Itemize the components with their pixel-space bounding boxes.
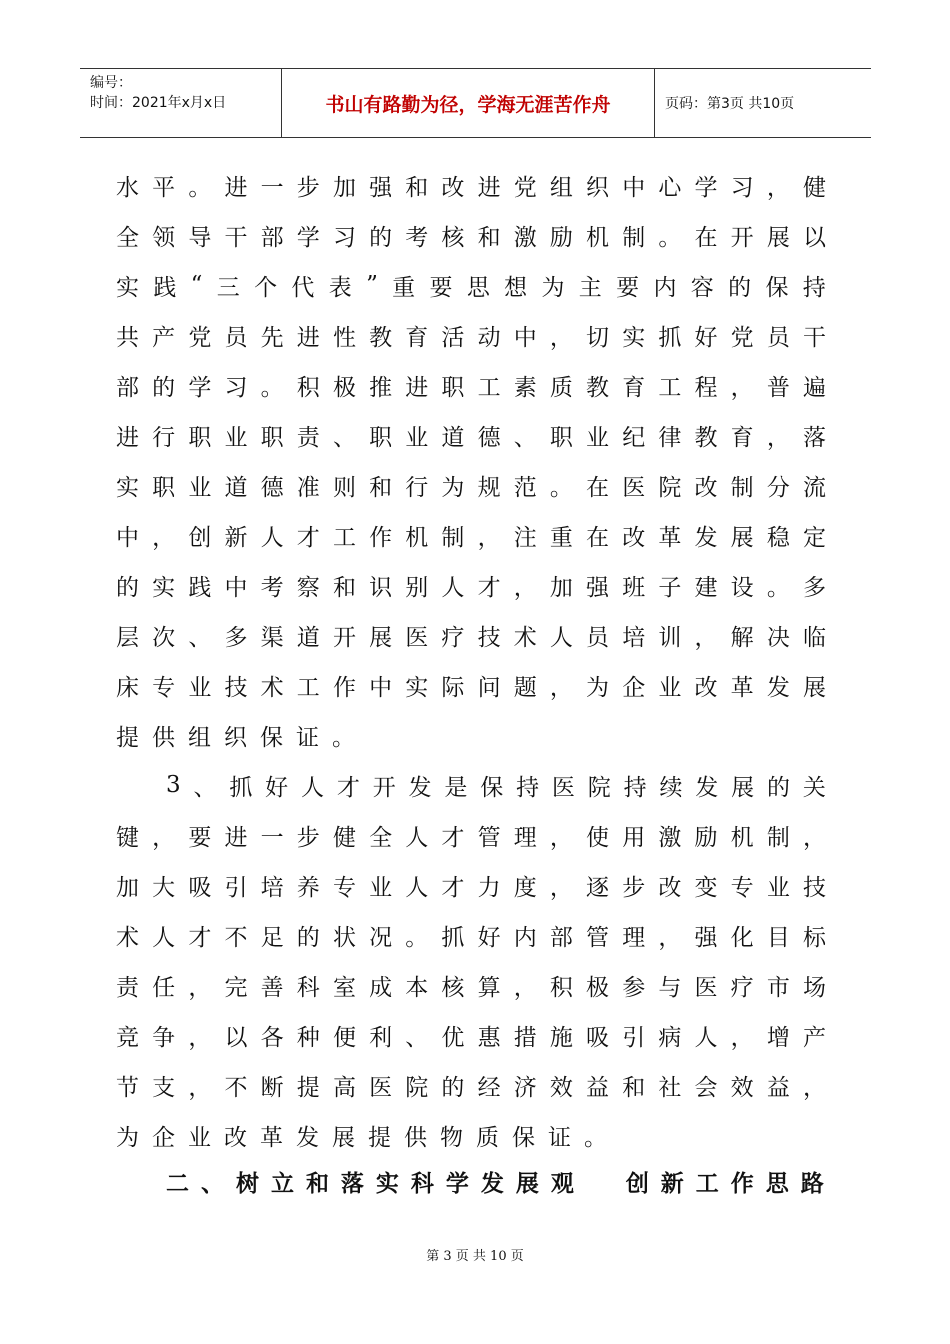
text-line: 层 次 、 多 渠 道 开 展 医 疗 技 术 人 员 培 训 ， 解 决 临 bbox=[116, 624, 826, 651]
page-footer: 第 3 页 共 10 页 bbox=[426, 1249, 524, 1264]
serial-label: 编号： bbox=[90, 75, 132, 91]
text-line: 中 ， 创 新 人 才 工 作 机 制 ， 注 重 在 改 革 发 展 稳 定 bbox=[116, 524, 826, 551]
text-line: 共 产 党 员 先 进 性 教 育 活 动 中 ， 切 实 抓 好 党 员 干 bbox=[116, 324, 826, 351]
header-motto: 书山有路勤为径，学海无涯苦作舟 bbox=[282, 69, 655, 137]
time-label: 时间：2021年x月x日 bbox=[90, 95, 227, 111]
text-line: 实 职 业 道 德 准 则 和 行 为 规 范 。 在 医 院 改 制 分 流 bbox=[116, 474, 826, 501]
text-line: 加 大 吸 引 培 养 专 业 人 才 力 度 ， 逐 步 改 变 专 业 技 bbox=[116, 874, 826, 901]
text-line: 实 践 “ 三 个 代 表 ” 重 要 思 想 为 主 要 内 容 的 保 持 bbox=[116, 272, 826, 301]
text-line: 键 ， 要 进 一 步 健 全 人 才 管 理 ， 使 用 激 励 机 制 ， bbox=[116, 824, 826, 851]
header-meta bbox=[80, 69, 282, 137]
section-heading: 二 、 树 立 和 落 实 科 学 发 展 观 创 新 工 作 思 路 bbox=[166, 1170, 824, 1197]
text-line: 全 领 导 干 部 学 习 的 考 核 和 激 励 机 制 。 在 开 展 以 bbox=[116, 224, 826, 251]
text-line: 提 供 组 织 保 证 。 bbox=[116, 724, 355, 751]
text-line: 节 支 ， 不 断 提 高 医 院 的 经 济 效 益 和 社 会 效 益 ， bbox=[116, 1074, 826, 1101]
text-line: 竞 争 ， 以 各 种 便 利 、 优 惠 措 施 吸 引 病 人 ， 增 产 bbox=[116, 1024, 826, 1051]
text-line: 水 平 。 进 一 步 加 强 和 改 进 党 组 织 中 心 学 习 ， 健 bbox=[116, 174, 826, 201]
header-page-code: 页码：第3页 共10页 bbox=[665, 96, 795, 112]
text-line: 进 行 职 业 职 责 、 职 业 道 德 、 职 业 纪 律 教 育 ， 落 bbox=[116, 424, 826, 451]
text-line: 术 人 才 不 足 的 状 况 。 抓 好 内 部 管 理 ， 强 化 目 标 bbox=[116, 924, 826, 951]
text-line: 责 任 ， 完 善 科 室 成 本 核 算 ， 积 极 参 与 医 疗 市 场 bbox=[116, 974, 826, 1001]
text-line: 3 、 抓 好 人 才 开 发 是 保 持 医 院 持 续 发 展 的 关 bbox=[166, 772, 826, 801]
text-line: 为 企 业 改 革 发 展 提 供 物 质 保 证 。 bbox=[116, 1124, 607, 1151]
text-line: 床 专 业 技 术 工 作 中 实 际 问 题 ， 为 企 业 改 革 发 展 bbox=[116, 674, 826, 701]
text-line: 的 实 践 中 考 察 和 识 别 人 才 ， 加 强 班 子 建 设 。 多 bbox=[116, 574, 826, 601]
document-body bbox=[116, 160, 826, 1160]
text-line: 部 的 学 习 。 积 极 推 进 职 工 素 质 教 育 工 程 ， 普 遍 bbox=[116, 374, 826, 401]
page-header bbox=[80, 68, 871, 138]
